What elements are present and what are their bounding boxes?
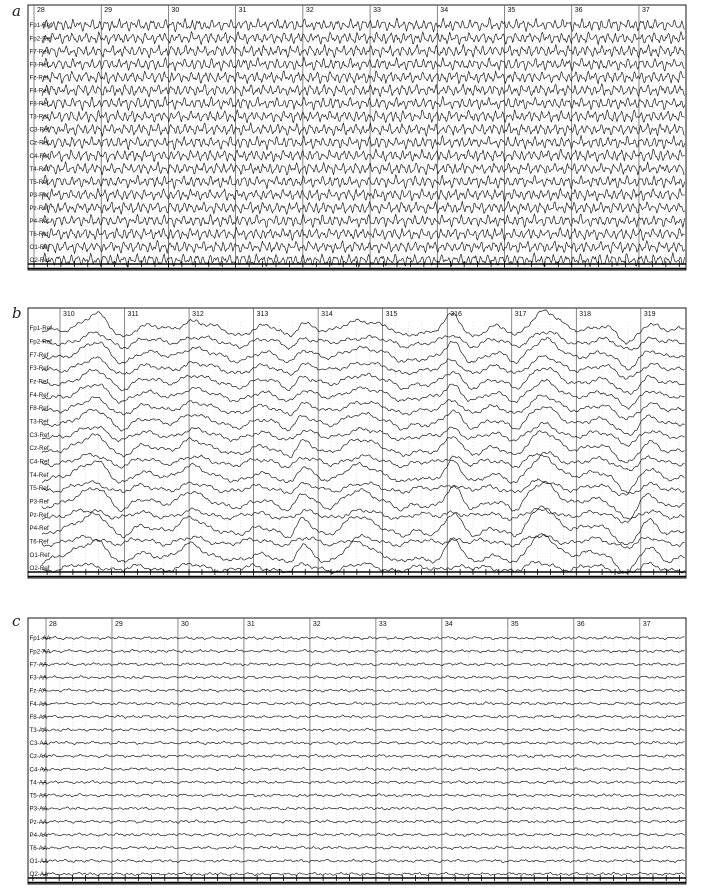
channel-label: Fp2-Ref [29, 338, 52, 346]
time-tick-label: 28 [49, 621, 57, 628]
eeg-trace-f3-ref [42, 355, 685, 379]
channel-label: O1-AA [29, 858, 49, 866]
eeg-trace-t4-ref [42, 162, 685, 175]
channel-label: Fp1-Ref [29, 22, 52, 30]
channel-label: F3-Ref [29, 61, 49, 69]
channel-label: C3-AA [29, 740, 48, 748]
channel-label: T3-Ref [29, 113, 49, 121]
channel-label: C4-Ref [29, 458, 50, 466]
channel-label: F4-Ref [29, 391, 49, 399]
channel-label: T5-AA [29, 792, 48, 800]
time-tick-label: 30 [171, 7, 180, 14]
channel-label: F7-Ref [29, 48, 49, 56]
time-tick-label: 35 [510, 621, 519, 628]
channel-label: F3-Ref [29, 365, 49, 373]
channel-label: Fp2-AA [29, 648, 51, 656]
eeg-trace-f4-ref [42, 84, 685, 97]
time-tick-label: 29 [104, 7, 113, 14]
eeg-trace-p3-ref [42, 188, 685, 201]
time-tick-label: 313 [256, 311, 269, 318]
channel-label: T6-Ref [29, 231, 49, 239]
channel-label: T5-Ref [29, 178, 49, 186]
time-tick-label: 315 [385, 311, 398, 318]
eeg-trace-pz-ref [42, 201, 685, 214]
channel-label: Pz-Ref [29, 204, 49, 212]
channel-label: T5-Ref [29, 485, 49, 493]
channel-label: Cz-Ref [29, 445, 49, 453]
eeg-trace-f3-ref [42, 57, 685, 71]
channel-label: Cz-AA [29, 753, 48, 761]
time-tick-label: 319 [643, 311, 656, 318]
panel-letter-b: b [12, 304, 22, 322]
channel-label: C4-AA [29, 766, 48, 774]
eeg-trace-pz-ref [42, 506, 685, 523]
time-tick-label: 314 [321, 311, 333, 318]
channel-label: P3-Ref [29, 191, 49, 199]
channel-label: C3-Ref [29, 431, 50, 439]
channel-label: T3-Ref [29, 418, 49, 426]
channel-label: Fp1-Ref [29, 325, 52, 333]
channel-label: F8-Ref [29, 100, 49, 108]
time-tick-label: 28 [37, 7, 45, 14]
time-tick-label: 36 [574, 7, 583, 14]
channel-label: Fz-Ref [29, 378, 49, 386]
channel-label: C4-Ref [29, 152, 50, 160]
eeg-trace-fz-ref [42, 367, 685, 394]
time-tick-label: 32 [305, 7, 314, 14]
time-tick-label: 36 [576, 621, 585, 628]
channel-label: F8-AA [29, 713, 48, 721]
panel-b [12, 304, 686, 578]
time-tick-label: 33 [378, 621, 387, 628]
panel-letter-c: c [12, 612, 21, 630]
time-tick-label: 318 [579, 311, 591, 318]
channel-label: T3-AA [29, 726, 48, 734]
channel-label: O1-Ref [29, 244, 50, 252]
time-tick-label: 35 [507, 7, 516, 14]
time-tick-label: 37 [641, 7, 650, 14]
eeg-trace-f7-ref [42, 337, 685, 370]
channel-label: P3-AA [29, 805, 48, 813]
channel-label: Pz-Ref [29, 511, 49, 519]
eeg-trace-fp1-ref [42, 18, 685, 32]
time-tick-label: 31 [238, 7, 247, 14]
time-tick-label: 34 [440, 7, 449, 14]
eeg-trace-f8-ref [42, 96, 685, 110]
eeg-trace-cz-ref [42, 431, 685, 463]
channel-label: T4-Ref [29, 471, 49, 479]
panel-a [12, 2, 686, 270]
time-tick-label: 311 [127, 311, 139, 318]
eeg-trace-f8-ref [42, 395, 685, 420]
time-tick-label: 33 [373, 7, 381, 14]
eeg-trace-fz-ref [42, 71, 685, 84]
channel-label: O2-Ref [29, 565, 50, 573]
eeg-trace-t3-ref [42, 407, 685, 436]
time-tick-label: 30 [180, 621, 189, 628]
channel-label: O2-Ref [29, 257, 50, 265]
panel-c [12, 612, 686, 884]
channel-label: P4-Ref [29, 525, 49, 533]
channel-label: F8-Ref [29, 405, 49, 413]
eeg-trace-t5-ref [42, 175, 685, 189]
time-tick-label: 31 [246, 621, 255, 628]
time-tick-label: 317 [514, 311, 527, 318]
eeg-trace-c4-ref [42, 149, 685, 162]
time-tick-label: 316 [450, 311, 462, 318]
time-tick-label: 37 [642, 621, 651, 628]
panel-frame [28, 618, 686, 884]
eeg-trace-f3-aa [42, 676, 685, 680]
time-tick-label: 312 [192, 311, 204, 318]
eeg-trace-f8-aa [42, 715, 685, 719]
eeg-trace-o1-ref [42, 240, 685, 253]
channel-label: Fp2-Ref [29, 35, 52, 43]
channel-label: C3-Ref [29, 126, 50, 134]
eeg-trace-t6-ref [42, 228, 685, 241]
time-tick-label: 29 [114, 621, 123, 628]
channel-label: O2-AA [29, 871, 49, 879]
channel-label: Fz-Ref [29, 74, 49, 82]
eeg-trace-c3-ref [42, 123, 685, 137]
channel-label: F7-Ref [29, 351, 49, 359]
eeg-trace-t3-ref [42, 110, 685, 123]
panel-letter-a: a [12, 2, 21, 20]
time-tick-label: 310 [63, 311, 75, 318]
eeg-trace-c4-ref [42, 452, 685, 471]
time-tick-label: 32 [312, 621, 321, 628]
eeg-trace-cz-aa [42, 754, 685, 758]
channel-label: P3-Ref [29, 498, 49, 506]
eeg-trace-fp2-ref [42, 32, 685, 45]
eeg-trace-cz-ref [42, 135, 685, 150]
eeg-trace-t6-aa [42, 846, 685, 850]
eeg-trace-o2-ref [42, 253, 685, 268]
channel-label: Fz-AA [29, 687, 47, 695]
eeg-trace-c3-ref [42, 422, 685, 446]
eeg-trace-fp2-aa [42, 649, 685, 652]
eeg-trace-fp2-ref [42, 331, 685, 350]
channel-label: F4-Ref [29, 87, 49, 95]
channel-label: P4-AA [29, 831, 48, 839]
eeg-trace-t5-ref [42, 479, 685, 496]
channel-label: F7-AA [29, 661, 48, 669]
channel-label: T4-AA [29, 779, 48, 787]
channel-label: T4-Ref [29, 165, 49, 173]
channel-label: P4-Ref [29, 218, 49, 226]
channel-label: O1-Ref [29, 551, 50, 559]
eeg-trace-f7-ref [42, 44, 685, 58]
eeg-trace-t4-ref [42, 455, 685, 493]
channel-label: Fp1-AA [29, 635, 51, 643]
channel-label: T6-Ref [29, 538, 49, 546]
channel-label: F4-AA [29, 700, 48, 708]
time-tick-label: 34 [444, 621, 453, 628]
channel-label: F3-AA [29, 674, 48, 682]
channel-label: Pz-AA [29, 818, 48, 826]
channel-label: Cz-Ref [29, 139, 49, 147]
channel-label: T6-AA [29, 844, 48, 852]
eeg-trace-p4-ref [42, 214, 685, 228]
